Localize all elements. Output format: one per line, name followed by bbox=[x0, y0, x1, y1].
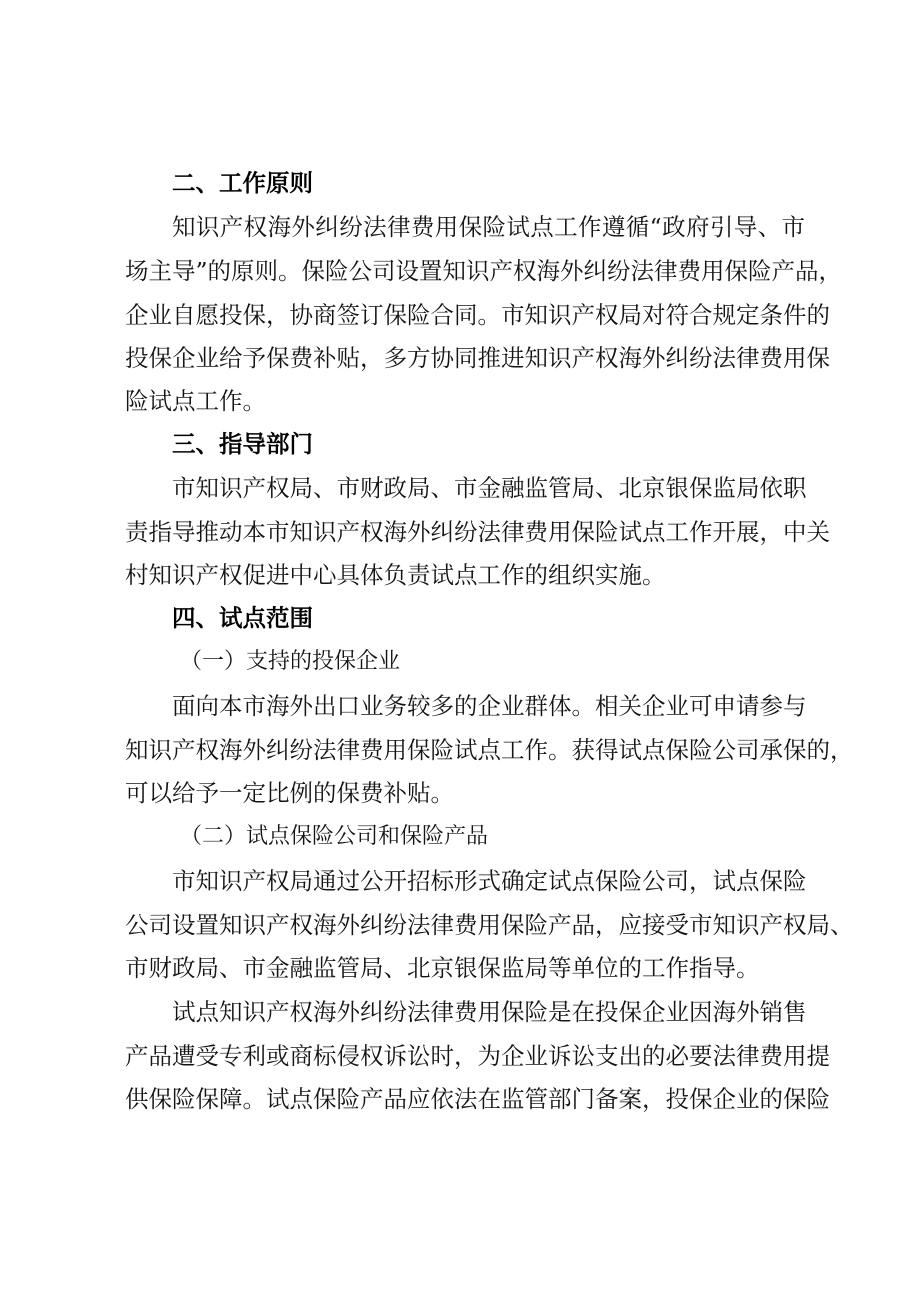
paragraph-line: 供保险保障。试点保险产品应依法在监管部门备案，投保企业的保险 bbox=[125, 1085, 830, 1113]
paragraph-line: 市财政局、市金融监管局、北京银保监局等单位的工作指导。 bbox=[125, 954, 760, 982]
paragraph-line: 试点知识产权海外纠纷法律费用保险是在投保企业因海外销售 bbox=[172, 998, 807, 1026]
paragraph-line: 知识产权海外纠纷法律费用保险试点工作。获得试点保险公司承保的， bbox=[125, 736, 854, 764]
section-heading-work-principles: 二、工作原则 bbox=[172, 169, 313, 197]
paragraph-line: 企业自愿投保，协商签订保险合同。市知识产权局对符合规定条件的 bbox=[125, 301, 830, 329]
paragraph-line: 场主导”的原则。保险公司设置知识产权海外纠纷法律费用保险产品， bbox=[125, 257, 843, 285]
paragraph-line: 公司设置知识产权海外纠纷法律费用保险产品，应接受市知识产权局、 bbox=[125, 911, 854, 939]
paragraph-line: 市知识产权局、市财政局、市金融监管局、北京银保监局依职 bbox=[172, 474, 807, 502]
section-heading-pilot-scope: 四、试点范围 bbox=[172, 604, 313, 632]
paragraph-line: 知识产权海外纠纷法律费用保险试点工作遵循“政府引导、市 bbox=[172, 213, 805, 241]
paragraph-line: 产品遭受专利或商标侵权诉讼时，为企业诉讼支出的必要法律费用提 bbox=[125, 1042, 830, 1070]
subsection-title-pilot-insurers: （二）试点保险公司和保险产品 bbox=[180, 824, 489, 849]
subsection-title-supported-enterprises: （一）支持的投保企业 bbox=[180, 649, 401, 674]
paragraph-line: 可以给予一定比例的保费补贴。 bbox=[125, 779, 454, 807]
paragraph-line: 村知识产权促进中心具体负责试点工作的组织实施。 bbox=[125, 561, 666, 589]
paragraph-line: 市知识产权局通过公开招标形式确定试点保险公司，试点保险 bbox=[172, 867, 807, 895]
paragraph-line: 责指导推动本市知识产权海外纠纷法律费用保险试点工作开展，中关 bbox=[125, 518, 830, 546]
section-heading-guiding-departments: 三、指导部门 bbox=[172, 430, 313, 458]
paragraph-line: 投保企业给予保费补贴，多方协同推进知识产权海外纠纷法律费用保 bbox=[125, 344, 830, 372]
paragraph-line: 面向本市海外出口业务较多的企业群体。相关企业可申请参与 bbox=[172, 692, 807, 720]
paragraph-line: 险试点工作。 bbox=[125, 387, 266, 415]
